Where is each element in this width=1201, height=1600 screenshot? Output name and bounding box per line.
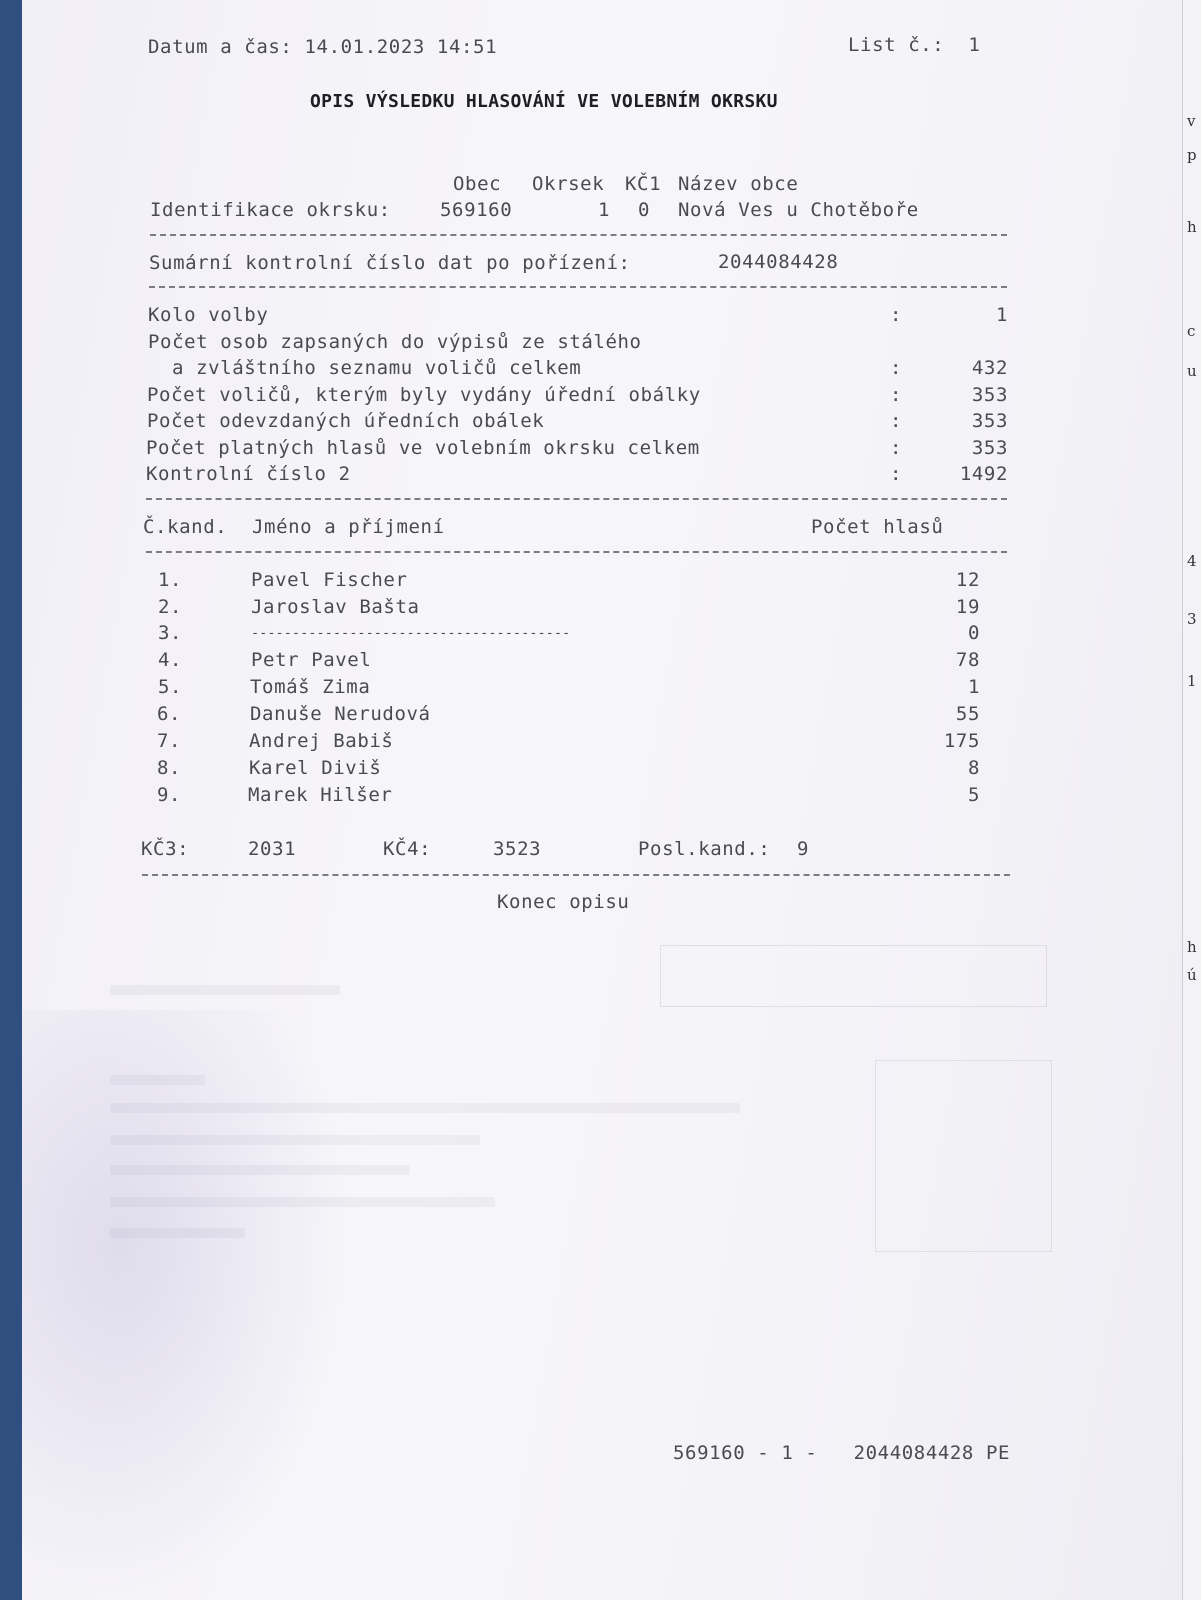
candidate-number: 9. xyxy=(157,784,182,806)
okrsek-number: 1 xyxy=(598,199,611,221)
candidate-number: 8. xyxy=(157,757,182,779)
candidate-name: Andrej Babiš xyxy=(249,730,394,752)
candidate-votes: 175 xyxy=(943,730,980,752)
candidate-number: 5. xyxy=(158,676,183,698)
kc4-label: KČ4: xyxy=(383,838,432,860)
candidate-votes: 0 xyxy=(967,622,980,644)
candidate-votes: 5 xyxy=(967,784,980,806)
kc2-value: 1492 xyxy=(959,463,1008,485)
edge-letter: ú xyxy=(1187,966,1197,984)
candidate-name: Karel Diviš xyxy=(249,757,382,779)
checksum-value: 2044084428 xyxy=(718,251,839,273)
candidate-number: 4. xyxy=(158,649,183,671)
summary-colon: : xyxy=(890,463,903,485)
candidate-number: 7. xyxy=(157,730,182,752)
zapsanych-value: 432 xyxy=(971,357,1008,379)
zapsanych-label-line2: a zvláštního seznamu voličů celkem xyxy=(172,357,582,379)
candidate-name: Tomáš Zima xyxy=(250,676,371,698)
candidate-number: 3. xyxy=(158,622,183,644)
candidate-name: Danuše Nerudová xyxy=(250,703,431,725)
col-header-okrsek: Okrsek xyxy=(532,173,605,195)
adjacent-sheet-edge xyxy=(1182,0,1201,1600)
candidate-votes: 12 xyxy=(955,569,980,591)
kolo-value: 1 xyxy=(995,304,1008,326)
candidate-name: Jaroslav Bašta xyxy=(251,596,420,618)
candidate-votes-header: Počet hlasů xyxy=(811,516,944,538)
kc4-value: 3523 xyxy=(493,838,542,860)
zapsanych-label-line1: Počet osob zapsaných do výpisů ze stálého xyxy=(148,331,642,353)
edge-letter: v xyxy=(1187,112,1196,130)
separator xyxy=(150,234,1007,236)
bleed-through-box xyxy=(660,945,1047,1007)
bleed-through-mark xyxy=(110,1135,480,1145)
bottom-code: 569160 - 1 - 2044084428 PE xyxy=(673,1442,1011,1464)
summary-colon: : xyxy=(890,410,903,432)
odevzdanych-value: 353 xyxy=(971,410,1008,432)
odevzdanych-label: Počet odevzdaných úředních obálek xyxy=(147,410,545,432)
bleed-through-mark xyxy=(110,1075,205,1085)
summary-colon: : xyxy=(890,437,903,459)
separator xyxy=(142,874,1010,876)
datetime-text: Datum a čas: 14.01.2023 14:51 xyxy=(148,36,498,58)
candidate-votes: 19 xyxy=(955,596,980,618)
candidate-name: Pavel Fischer xyxy=(251,569,408,591)
edge-letter: 3 xyxy=(1187,610,1197,628)
candidate-number: 6. xyxy=(157,703,182,725)
candidate-number-header: Č.kand. xyxy=(143,516,228,538)
candidate-name: --------------------------------------- xyxy=(251,625,571,641)
kolo-label: Kolo volby xyxy=(148,304,269,326)
identification-label: Identifikace okrsku: xyxy=(150,199,391,221)
edge-letter: c xyxy=(1187,322,1196,340)
edge-letter: p xyxy=(1187,146,1197,164)
vydanych-label: Počet voličů, kterým byly vydány úřední obálky xyxy=(147,384,701,406)
separator xyxy=(149,286,1007,288)
last-candidate-value: 9 xyxy=(797,838,810,860)
edge-letter: 4 xyxy=(1187,552,1197,570)
bleed-through-mark xyxy=(110,1197,495,1207)
candidate-votes: 55 xyxy=(955,703,980,725)
edge-letter: h xyxy=(1187,938,1197,956)
obec-code: 569160 xyxy=(440,199,513,221)
candidate-votes: 78 xyxy=(955,649,980,671)
summary-colon: : xyxy=(890,357,903,379)
summary-colon: : xyxy=(890,304,903,326)
separator xyxy=(146,498,1007,500)
bleed-through-mark xyxy=(110,985,340,995)
kc3-label: KČ3: xyxy=(141,838,190,860)
separator xyxy=(146,551,1007,553)
last-candidate-label: Posl.kand.: xyxy=(638,838,771,860)
candidate-name: Marek Hilšer xyxy=(248,784,393,806)
edge-letter: u xyxy=(1187,362,1197,380)
edge-letter: h xyxy=(1187,218,1197,236)
bleed-through-mark xyxy=(110,1228,245,1238)
obec-name: Nová Ves u Chotěboře xyxy=(678,199,919,221)
col-header-nazev: Název obce xyxy=(678,173,799,195)
bleed-through-box xyxy=(875,1060,1052,1252)
candidate-number: 1. xyxy=(158,569,183,591)
platnych-value: 353 xyxy=(971,437,1008,459)
candidate-votes: 1 xyxy=(967,676,980,698)
col-header-kc1: KČ1 xyxy=(625,173,662,195)
photo-shadow xyxy=(22,1010,352,1600)
candidate-name-header: Jméno a příjmení xyxy=(252,516,445,538)
checksum-label: Sumární kontrolní číslo dat po pořízení: xyxy=(149,252,631,274)
kc2-label: Kontrolní číslo 2 xyxy=(146,463,351,485)
col-header-obec: Obec xyxy=(453,173,502,195)
document-title: OPIS VÝSLEDKU HLASOVÁNÍ VE VOLEBNÍM OKRSKU xyxy=(310,91,778,112)
candidate-votes: 8 xyxy=(967,757,980,779)
bleed-through-mark xyxy=(110,1103,740,1113)
platnych-label: Počet platných hlasů ve volebním okrsku celkem xyxy=(146,437,700,459)
edge-letter: 1 xyxy=(1187,672,1197,690)
vydanych-value: 353 xyxy=(971,384,1008,406)
kc1-value: 0 xyxy=(638,199,651,221)
sheet-number: List č.: 1 xyxy=(848,34,981,56)
bleed-through-mark xyxy=(110,1165,410,1175)
summary-colon: : xyxy=(890,384,903,406)
end-of-document-text: Konec opisu xyxy=(497,891,630,913)
kc3-value: 2031 xyxy=(248,838,297,860)
candidate-name: Petr Pavel xyxy=(251,649,372,671)
candidate-number: 2. xyxy=(158,596,183,618)
